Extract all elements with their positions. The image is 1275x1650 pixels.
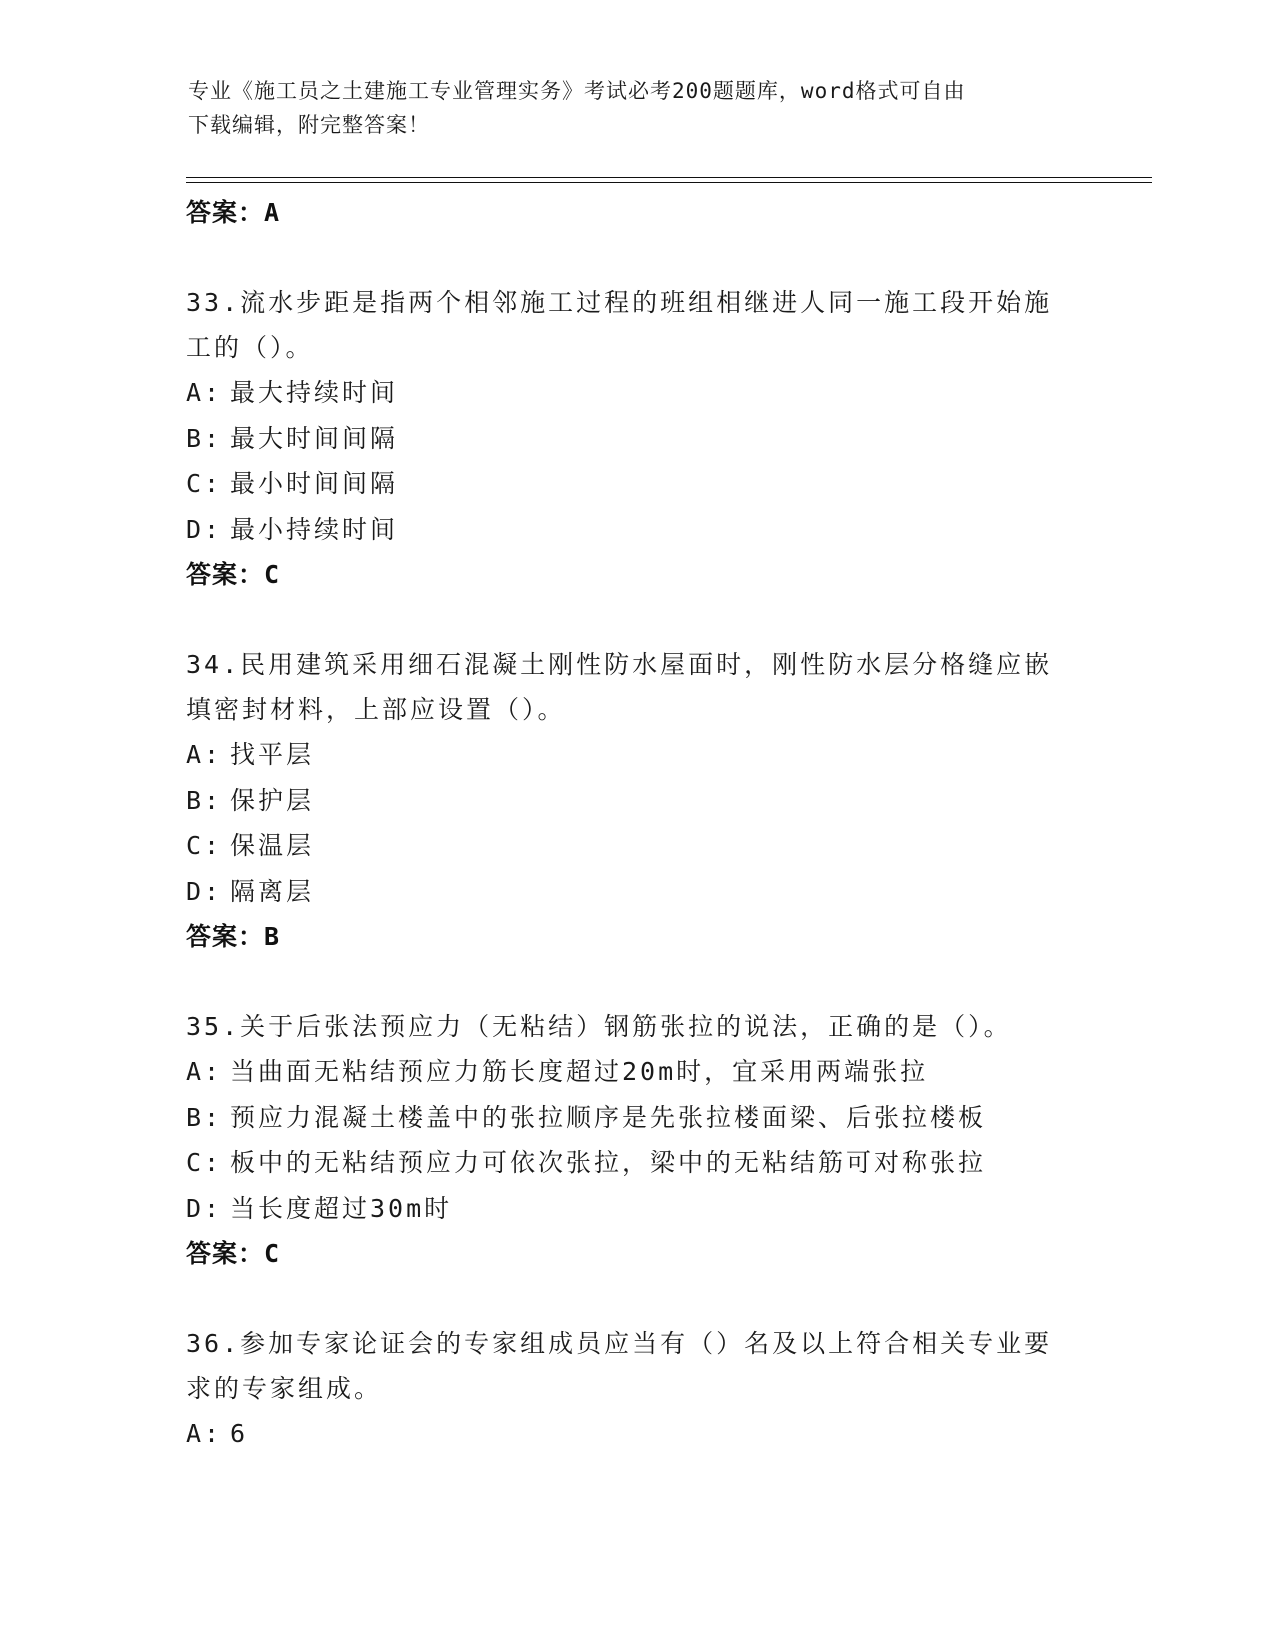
question-text-line-1: 36.参加专家论证会的专家组成员应当有（）名及以上符合相关专业要 (186, 1329, 1053, 1358)
option-b (186, 416, 1086, 462)
option-letter: D: (186, 514, 223, 544)
question-text (186, 1321, 1086, 1411)
option-text: 预应力混凝土楼盖中的张拉顺序是先张拉楼面梁、后张拉楼板 (230, 1102, 987, 1132)
option-d (186, 869, 1086, 915)
answer-line: 答案：A (186, 198, 281, 227)
option-letter: A: (186, 740, 223, 769)
option-c (186, 823, 1086, 869)
question-text (186, 280, 1086, 370)
option-text: 最大时间间隔 (230, 423, 399, 453)
option-letter: A: (186, 1419, 223, 1448)
question-36 (186, 1321, 1086, 1457)
option-letter: A: (186, 378, 223, 407)
question-text-line-2: 求的专家组成。 (186, 1374, 383, 1403)
option-d (186, 1186, 1086, 1232)
option-letter: B: (186, 785, 223, 815)
document-header (188, 74, 1068, 142)
header-line-1: 专业《施工员之土建施工专业管理实务》考试必考200题题库，word格式可自由 (188, 79, 966, 103)
header-divider (186, 177, 1152, 178)
question-text-line-2: 工的（）。 (186, 333, 314, 362)
answer-line: 答案：B (186, 922, 281, 951)
document-body (186, 188, 1086, 1457)
option-letter: C: (186, 831, 223, 860)
answer-line: 答案：C (186, 560, 281, 589)
option-letter: C: (186, 1148, 223, 1177)
question-34 (186, 642, 1086, 960)
option-a (186, 1049, 1086, 1095)
option-a (186, 1411, 1086, 1457)
option-letter: A: (186, 1057, 223, 1086)
option-letter: B: (186, 423, 223, 453)
option-letter: D: (186, 1193, 223, 1223)
option-text: 最小时间间隔 (230, 469, 399, 498)
question-text (186, 1004, 1086, 1049)
answer-line: 答案：C (186, 1239, 281, 1268)
question-text-line-1: 35.关于后张法预应力（无粘结）钢筋张拉的说法，正确的是（）。 (186, 1012, 1012, 1041)
option-text: 保护层 (230, 785, 315, 815)
option-d (186, 507, 1086, 553)
option-a (186, 370, 1086, 416)
option-b (186, 778, 1086, 824)
option-b (186, 1095, 1086, 1141)
option-letter: C: (186, 469, 223, 498)
question-35 (186, 1004, 1086, 1277)
question-text (186, 642, 1086, 732)
option-a (186, 732, 1086, 778)
option-letter: D: (186, 876, 223, 906)
option-text: 隔离层 (230, 876, 315, 906)
question-text-line-1: 33.流水步距是指两个相邻施工过程的班组相继进人同一施工段开始施 (186, 288, 1053, 317)
option-letter: B: (186, 1102, 223, 1132)
option-text: 找平层 (230, 740, 315, 769)
option-text: 最大持续时间 (230, 378, 399, 407)
option-text: 当长度超过30m时 (230, 1193, 453, 1223)
header-line-2: 下载编辑，附完整答案！ (188, 113, 430, 137)
question-33 (186, 280, 1086, 598)
header-divider-second (186, 182, 1152, 183)
option-text: 当曲面无粘结预应力筋长度超过20m时，宜采用两端张拉 (230, 1057, 929, 1086)
question-text-line-2: 填密封材料，上部应设置（）。 (186, 695, 566, 724)
option-text: 最小持续时间 (230, 514, 399, 544)
option-text: 6 (230, 1419, 249, 1448)
question-text-line-1: 34.民用建筑采用细石混凝土刚性防水屋面时，刚性防水层分格缝应嵌 (186, 650, 1053, 679)
option-text: 保温层 (230, 831, 315, 860)
option-c (186, 461, 1086, 507)
option-c (186, 1140, 1086, 1186)
option-text: 板中的无粘结预应力可依次张拉，梁中的无粘结筋可对称张拉 (230, 1148, 987, 1177)
